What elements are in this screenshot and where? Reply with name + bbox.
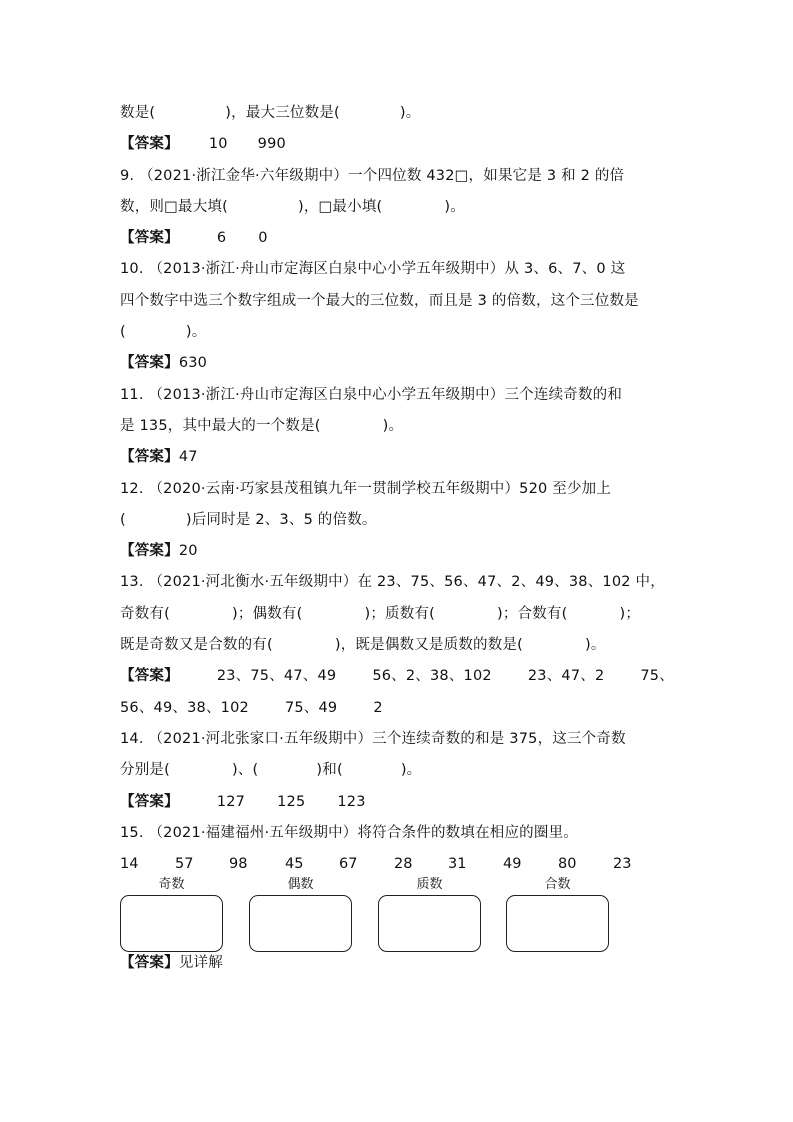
answer-value: 56、2、38、102 [372, 668, 492, 685]
answer-value: 见详解 [178, 955, 223, 972]
number-item: 49 [503, 856, 522, 873]
number-item: 98 [229, 856, 248, 873]
category-label: 偶数 [287, 877, 314, 893]
q10-text: ( [120, 324, 126, 341]
q13-answer [120, 661, 680, 692]
q15-question-line: 15. （2021·福建福州·五年级期中）将符合条件的数填在相应的圈里。 [120, 824, 578, 841]
category-label: 合数 [544, 877, 571, 893]
answer-label: 【答案】 [120, 793, 179, 810]
q12-question-line: 12. （2020·云南·巧家县茂租镇九年一贯制学校五年级期中）520 至少加上 [120, 480, 612, 497]
answer-value: 123 [337, 793, 366, 810]
answer-value: 56、49、38、102 [120, 699, 249, 716]
q13-question-line: 13. （2021·河北衡水·五年级期中）在 23、75、56、47、2、49、38、102 中， [120, 574, 665, 591]
answer-value: 990 [257, 136, 286, 153]
q10-answer [120, 348, 680, 379]
q13-text: )；偶数有( [231, 605, 303, 622]
q9-question-line: 9. （2021·浙江金华·六年级期中）一个四位数 432□，如果它是 3 和 2 的倍 [120, 167, 625, 184]
q11-answer [120, 442, 680, 473]
answer-value: 23、75、47、49 [216, 668, 337, 685]
answer-box[interactable] [120, 895, 223, 952]
q14-text: )、( [231, 762, 259, 779]
q13-text: )，既是偶数又是质数的数是( [334, 637, 523, 654]
category-odd [120, 875, 223, 952]
q12-text: )后同时是 2、3、5 的倍数。 [185, 511, 377, 528]
answer-value: 6 [216, 230, 227, 247]
q8-answer [120, 129, 680, 160]
number-item: 28 [394, 856, 413, 873]
q14-text: )和( [316, 762, 343, 779]
number-item: 31 [448, 856, 467, 873]
category-composite [506, 875, 609, 952]
q8-text: 数是( [120, 105, 156, 121]
answer-label: 【答案】 [120, 136, 179, 153]
answer-box[interactable] [249, 895, 352, 952]
answer-value: 125 [277, 793, 306, 810]
q12-text: ( [120, 511, 126, 528]
answer-value: 10 [208, 136, 228, 153]
answer-label: 【答案】 [120, 955, 179, 972]
answer-value: 2 [373, 699, 383, 716]
q10-question-line: 10. （2013·浙江·舟山市定海区白泉中心小学五年级期中）从 3、6、7、0 这 [120, 261, 626, 278]
q12-answer [120, 536, 680, 567]
answer-value: 75、49 [284, 699, 338, 716]
q9-text: 数，则□最大填( [120, 198, 228, 215]
number-item: 80 [558, 856, 577, 873]
q11-question-line [120, 411, 680, 442]
category-label: 奇数 [158, 877, 185, 893]
q10-question-line [120, 317, 680, 348]
category-even [249, 875, 352, 952]
number-item: 14 [120, 856, 139, 873]
answer-value: 75、 [640, 668, 674, 685]
answer-label: 【答案】 [120, 230, 179, 247]
q8-text: )。 [399, 105, 421, 121]
answer-value: 47 [178, 449, 198, 466]
q13-answer-cont [120, 693, 680, 724]
q9-answer [120, 223, 680, 254]
q13-text: )。 [584, 637, 606, 654]
answer-box[interactable] [378, 895, 481, 952]
worksheet-page [120, 98, 680, 980]
q9-text: )，□最小填( [297, 198, 383, 215]
q14-text: 分别是( [120, 762, 170, 779]
q11-text: 是 135，其中最大的一个数是( [120, 417, 321, 434]
q13-question-line [120, 630, 680, 661]
q13-text: 既是奇数又是合数的有( [120, 637, 273, 654]
number-item: 67 [339, 856, 358, 873]
q13-text: )；合数有( [497, 605, 568, 622]
category-prime [378, 875, 481, 952]
answer-label: 【答案】 [120, 543, 179, 560]
number-item: 45 [285, 856, 304, 873]
q9-question-line [120, 192, 680, 223]
q13-text: )；质数有( [364, 605, 435, 622]
q14-answer [120, 787, 680, 818]
category-label: 质数 [416, 877, 443, 893]
answer-label: 【答案】 [120, 449, 179, 466]
q14-question-line: 14. （2021·河北张家口·五年级期中）三个连续奇数的和是 375，这三个奇数 [120, 730, 626, 747]
answer-label: 【答案】 [120, 355, 179, 372]
answer-value: 630 [178, 355, 208, 372]
number-item: 57 [175, 856, 194, 873]
q14-question-line [120, 755, 680, 786]
q9-text: )。 [444, 198, 465, 215]
q8-question-tail [120, 98, 680, 129]
q13-text: 奇数有( [120, 605, 170, 622]
q10-question-line: 四个数字中选三个数字组成一个最大的三位数，而且是 3 的倍数，这个三位数是 [120, 292, 639, 309]
answer-value: 20 [178, 543, 198, 560]
q13-text: )； [619, 605, 641, 622]
answer-value: 23、47、2 [527, 668, 605, 685]
answer-label: 【答案】 [120, 668, 179, 685]
number-item: 23 [613, 856, 632, 873]
q12-question-line [120, 505, 680, 536]
answer-value: 127 [216, 793, 246, 810]
q8-text: )，最大三位数是( [225, 105, 340, 121]
q13-question-line [120, 599, 680, 630]
q11-text: )。 [382, 417, 404, 434]
q14-text: )。 [400, 762, 422, 779]
q10-text: )。 [185, 324, 207, 341]
q15-category-boxes [120, 875, 680, 953]
answer-value: 0 [258, 230, 268, 247]
q11-question-line: 11. （2013·浙江·舟山市定海区白泉中心小学五年级期中）三个连续奇数的和 [120, 386, 623, 403]
answer-box[interactable] [506, 895, 609, 952]
